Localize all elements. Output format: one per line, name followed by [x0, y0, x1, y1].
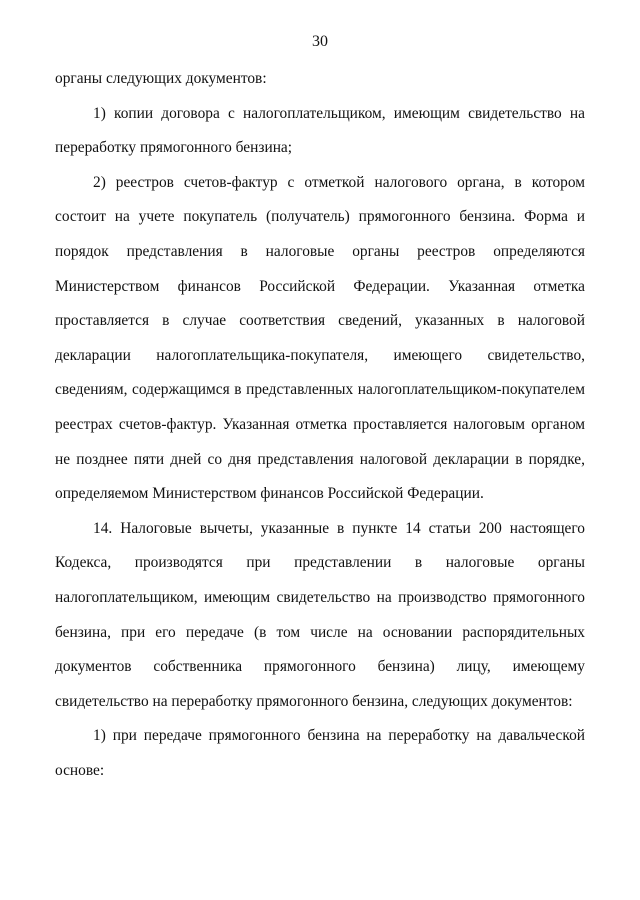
paragraph-item-1-contract-copy: 1) копии договора с налогоплательщиком, имеющим свидетельство на переработку прямогонного бензина;: [55, 104, 585, 157]
paragraph-continuation: органы следующих документов:: [55, 70, 267, 87]
body-text: [55, 62, 585, 788]
paragraph-section-14-tax-deductions: 14. Налоговые вычеты, указанные в пункте 14 статьи 200 настоящего Кодекса, производятся при представлении в налоговые органы налогоплательщиком, имеющим свидетельство на производство прямогонного бензина, при его передаче (в том числе на основании распорядительных документов собственника прямогонного бензина) лицу, имеющему свидетельство на переработку прямогонного бензина, следующих документов:: [55, 519, 585, 710]
paragraph-item-2-invoice-registers: 2) реестров счетов-фактур с отметкой налогового органа, в котором состоит на учете покупатель (получатель) прямогонного бензина. Форма и порядок представления в налоговые органы реестров определяются Министерством финансов Российской Федерации. Указанная отметка проставляется в случае соответствия сведений, указанных в налоговой декларации налогоплательщика-покупателя, имеющего свидетельство, сведениям, содержащимся в представленных налогоплательщиком-покупателем реестрах счетов-фактур. Указанная отметка проставляется налоговым органом не позднее пяти дней со дня представления налоговой декларации в порядке, определяемом Министерством финансов Российской Федерации.: [55, 173, 585, 503]
page-number: 30: [312, 33, 328, 50]
paragraph-item-1-tolling-transfer: 1) при передаче прямогонного бензина на переработку на давальческой основе:: [55, 727, 585, 779]
